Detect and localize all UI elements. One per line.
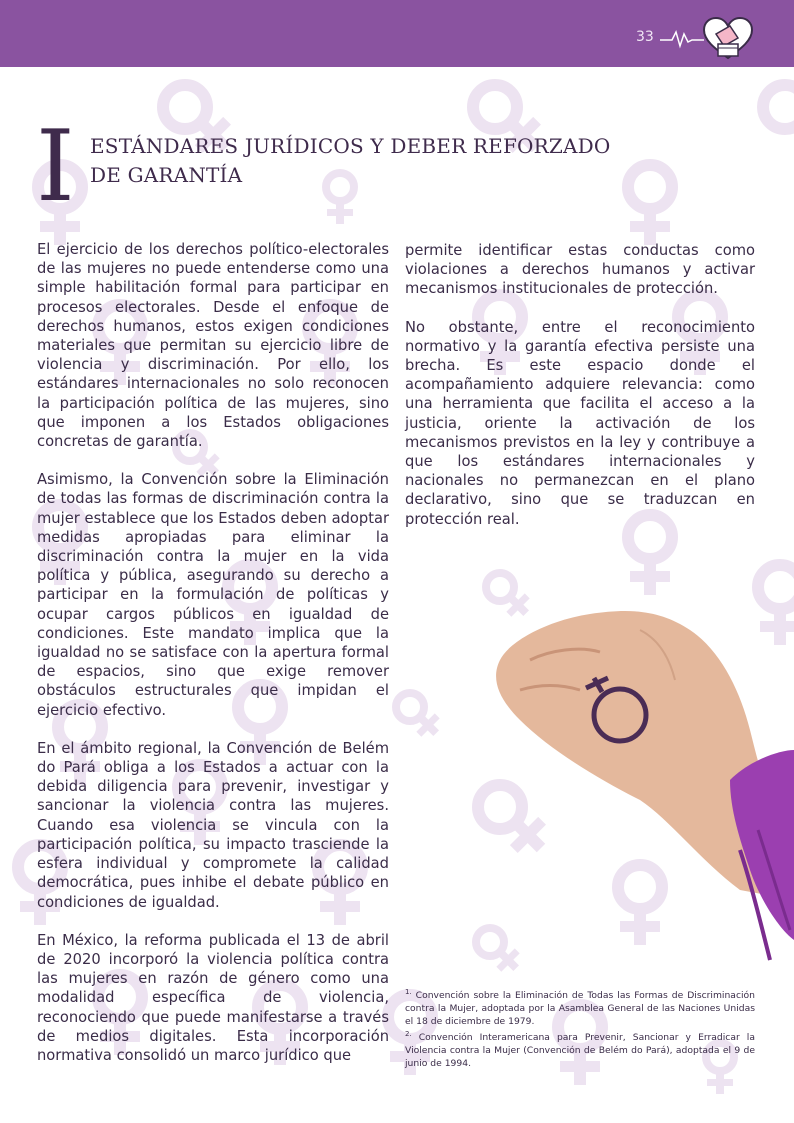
header-bar	[0, 0, 794, 67]
section-title	[90, 132, 610, 190]
footnote-1	[405, 986, 755, 1028]
paragraph: Asimismo, la Convención sobre la Eliminación de todas las formas de discriminación contra la mujer establece que los Estados deben adoptar medidas apropiadas para eliminar la discriminación contra la mujer en la vida política y pública, asegurando su derecho a participar en la formulación de políticas y ocupar cargos públicos en igualdad de condiciones. Este mandato implica que la igualdad no se satisface con la apertura formal de espacios, sino que exige remover obstáculos estructurales que impidan el ejercicio efectivo.	[37, 471, 389, 719]
paragraph: El ejercicio de los derechos político-electorales de las mujeres no puede entenderse como una simple habilitación formal para participar en procesos electorales. Desde el enfoque de derechos humanos, estos exigen condiciones materiales que permitan su ejercicio libre de violencia y discriminación. Por ello, los estándares internacionales no solo reconocen la participación política de las mujeres, sino que imponen a los Estados obligaciones concretas de garantía.	[37, 241, 389, 451]
footnote-mark: 2.	[405, 1030, 412, 1039]
paragraph: En México, la reforma publicada el 13 de abril de 2020 incorporó la violencia política contra las mujeres en razón de género como una modalidad específica de violencia, reconociendo que puede manifestarse a través de medios digitales. Esta incorporación normativa consolidó un marco jurídico que	[37, 931, 389, 1064]
footnote-text: Convención Interamericana para Prevenir, Sancionar y Erradicar la Violencia contra la Mujer (Convención de Belém do Pará), adoptada el 9 de junio de 1994.	[405, 1032, 755, 1070]
paragraph: permite identificar estas conductas como violaciones a derechos humanos y activar mecanismos institucionales de protección.	[405, 242, 755, 298]
left-column	[37, 240, 389, 1084]
paragraph: En el ámbito regional, la Convención de Belém do Pará obliga a los Estados a actuar con la debida diligencia para prevenir, investigar y sancionar la violencia contra las mujeres. Cuando esa violencia se vincula con la participación política, su impacto trasciende la esfera individual y compromete la calidad democrática, pues inhibe el debate público en condiciones de igualdad.	[37, 739, 389, 911]
right-column	[405, 241, 755, 548]
footnote-2	[405, 1028, 755, 1070]
section-title-line-2: DE GARANTÍA	[90, 163, 243, 187]
page-number: 33	[636, 29, 654, 45]
footnote-mark: 1.	[405, 988, 412, 996]
section-title-line-1: ESTÁNDARES JURÍDICOS Y DEBER REFORZADO	[90, 134, 611, 158]
paragraph: No obstante, entre el reconocimiento normativo y la garantía efectiva persiste una brecha. Es este espacio donde el acompañamiento adquiere relevancia: como una herramienta que facilita el acceso a la justicia, oriente la activación de los mecanismos previstos en la ley y contribuye a que los estándares internacionales y nacionales no permanezcan en el plano declarativo, sino que se traduzcan en protección real.	[405, 318, 755, 528]
heartbeat-heart-ballot-icon	[660, 12, 760, 64]
drop-cap: I	[36, 110, 75, 224]
footnotes	[405, 986, 755, 1071]
footnote-text: Convención sobre la Eliminación de Todas las Formas de Discriminación contra la Mujer, adoptada por la Asamblea General de las Naciones Unidas el 18 de diciembre de 1979.	[405, 990, 755, 1027]
raised-fist-with-venus-symbol-and-purple-ribbon-icon	[490, 600, 794, 970]
